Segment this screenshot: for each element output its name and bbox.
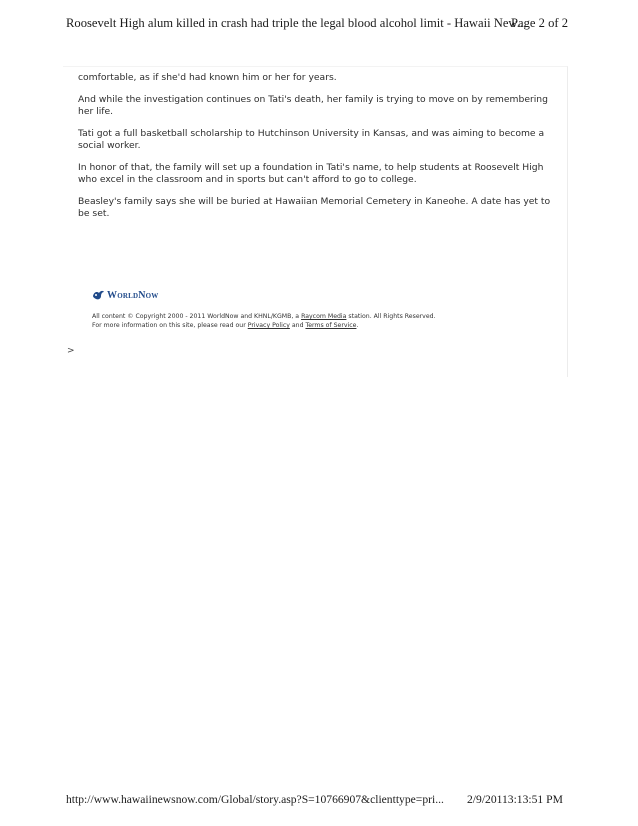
print-header-page-number: Page 2 of 2 bbox=[511, 16, 569, 30]
print-header bbox=[0, 16, 638, 36]
more-info-period: . bbox=[356, 322, 359, 329]
raycom-media-link[interactable]: Raycom Media bbox=[301, 313, 347, 320]
worldnow-bird-logo-icon bbox=[92, 289, 105, 301]
worldnow-logo-text: WorldNow bbox=[107, 289, 159, 301]
copyright-text: All content © Copyright 2000 - 2011 WorldNow and KHNL/KGMB, a bbox=[92, 313, 302, 320]
article-body bbox=[78, 72, 558, 230]
copyright-notice bbox=[92, 313, 532, 321]
print-header-title: Roosevelt High alum killed in crash had triple the legal blood alcohol limit - Hawaii New... bbox=[66, 16, 527, 30]
more-info-text: For more information on this site, please read our bbox=[92, 322, 248, 329]
prompt-symbol: > bbox=[67, 346, 75, 356]
print-footer-datetime: 2/9/20113:13:51 PM bbox=[467, 793, 563, 806]
site-footer bbox=[92, 288, 532, 330]
print-footer-url: http://www.hawaiinewsnow.com/Global/story.asp?S=10766907&clienttype=pri... bbox=[66, 793, 444, 806]
article-paragraph: In honor of that, the family will set up a foundation in Tati's name, to help students at Roosevelt High who excel in the classroom and in sports but can't afford to go to college. bbox=[78, 162, 544, 185]
worldnow-logo[interactable] bbox=[92, 288, 532, 302]
article-paragraph: And while the investigation continues on Tati's death, her family is trying to move on by remembering her life. bbox=[78, 94, 548, 117]
more-info-notice bbox=[92, 322, 532, 330]
print-footer bbox=[0, 793, 638, 809]
more-info-connector: and bbox=[289, 322, 306, 329]
article-paragraph: Beasley's family says she will be buried at Hawaiian Memorial Cemetery in Kaneohe. A date has yet to be set. bbox=[78, 196, 551, 219]
privacy-policy-link[interactable]: Privacy Policy bbox=[247, 322, 290, 329]
copyright-text-suffix: station. All Rights Reserved. bbox=[346, 313, 436, 320]
article-paragraph: Tati got a full basketball scholarship to Hutchinson University in Kansas, and was aiming to become a social worker. bbox=[78, 128, 545, 151]
terms-of-service-link[interactable]: Terms of Service bbox=[305, 322, 357, 329]
article-paragraph: comfortable, as if she'd had known him or her for years. bbox=[78, 72, 337, 83]
